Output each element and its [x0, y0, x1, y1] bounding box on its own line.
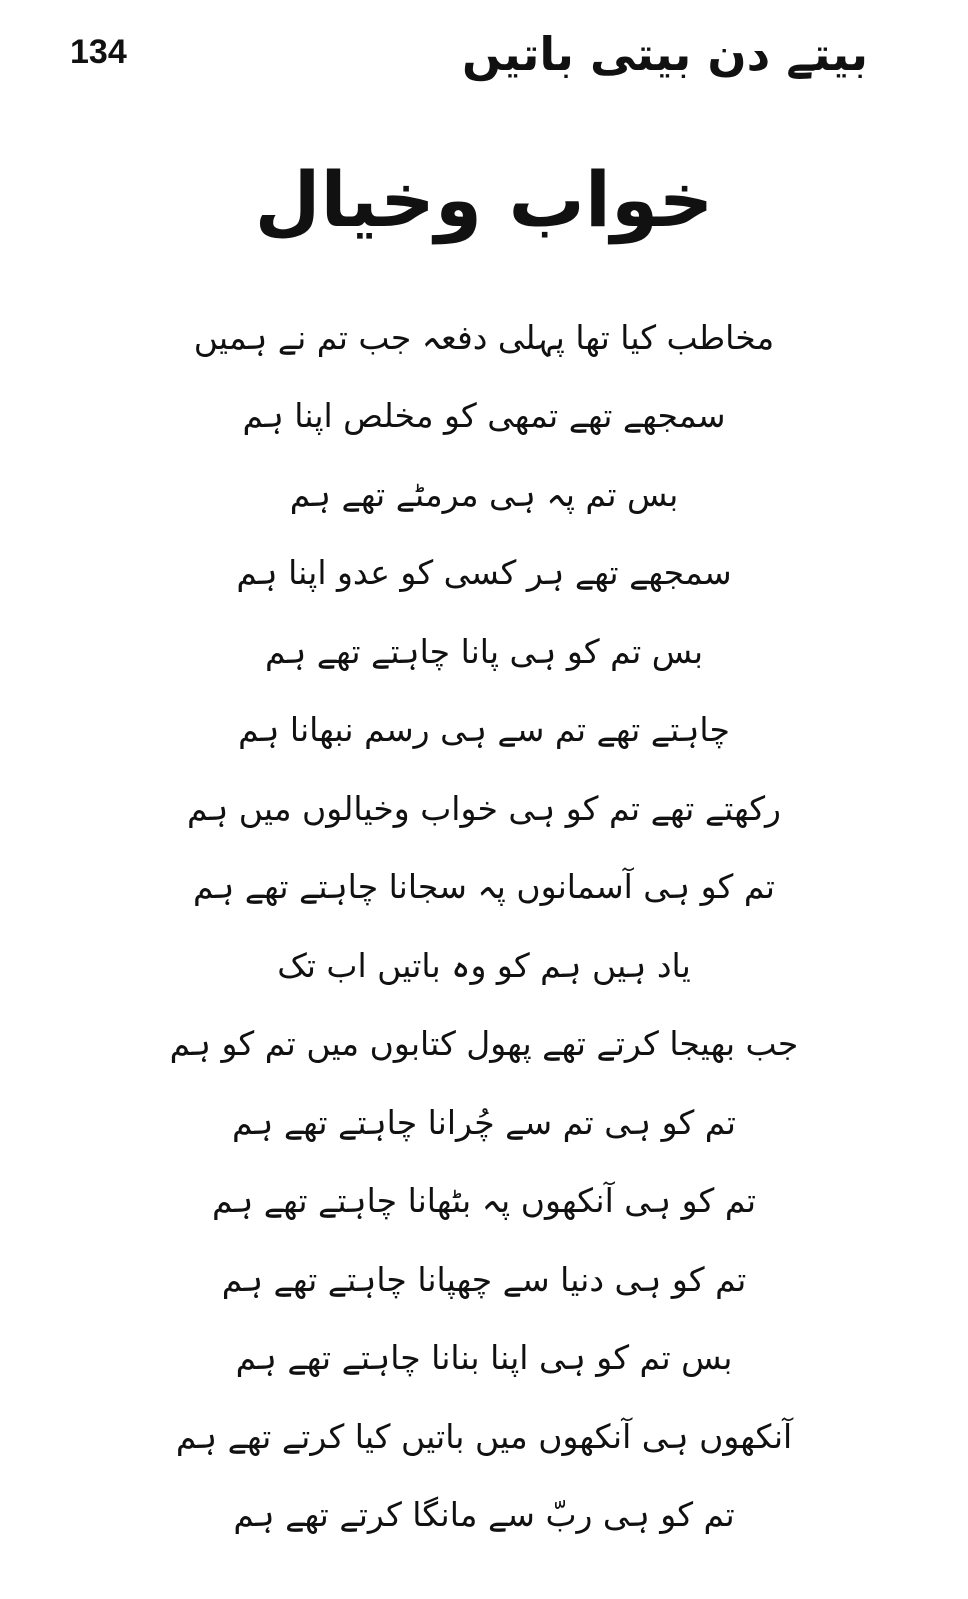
- poem-line: مخاطب کیا تھا پہلی دفعہ جب تم نے ہمیں: [193, 317, 775, 357]
- poem-line: بس تم کو ہی اپنا بنانا چاہتے تھے ہم: [235, 1338, 733, 1378]
- poem-line: سمجھے تھے تمھی کو مخلص اپنا ہم: [242, 396, 726, 436]
- running-header-book-title: بیتے دن بیتی باتیں: [461, 27, 868, 81]
- poem-line: بس تم پہ ہی مرمٹے تھے ہم: [289, 474, 679, 514]
- poem-line: تم کو ہی ربّ سے مانگا کرتے تھے ہم: [233, 1495, 735, 1535]
- poem-line: تم کو ہی آنکھوں پہ بٹھانا چاہتے تھے ہم: [211, 1181, 757, 1221]
- poem-body: [0, 298, 968, 1554]
- page-number: 134: [70, 33, 127, 71]
- poem-title: خواب وخیال: [254, 155, 714, 244]
- poem-line: تم کو ہی آسمانوں پہ سجانا چاہتے تھے ہم: [193, 867, 775, 907]
- poem-line: تم کو ہی تم سے چُرانا چاہتے تھے ہم: [232, 1102, 736, 1142]
- poem-line: آنکھوں ہی آنکھوں میں باتیں کیا کرتے تھے ہم: [175, 1416, 793, 1456]
- poem-line: چاہتے تھے تم سے ہی رسم نبھانا ہم: [238, 710, 730, 750]
- poem-line: جب بھیجا کرتے تھے پھول کتابوں میں تم کو ہم: [169, 1024, 799, 1064]
- poem-line: یاد ہیں ہم کو وہ باتیں اب تک: [277, 945, 691, 985]
- poem-line: رکھتے تھے تم کو ہی خواب وخیالوں میں ہم: [187, 788, 781, 828]
- poem-line: بس تم کو ہی پانا چاہتے تھے ہم: [264, 631, 704, 671]
- poem-line: تم کو ہی دنیا سے چھپانا چاہتے تھے ہم: [221, 1259, 747, 1299]
- poem-line: سمجھے تھے ہر کسی کو عدو اپنا ہم: [236, 553, 732, 593]
